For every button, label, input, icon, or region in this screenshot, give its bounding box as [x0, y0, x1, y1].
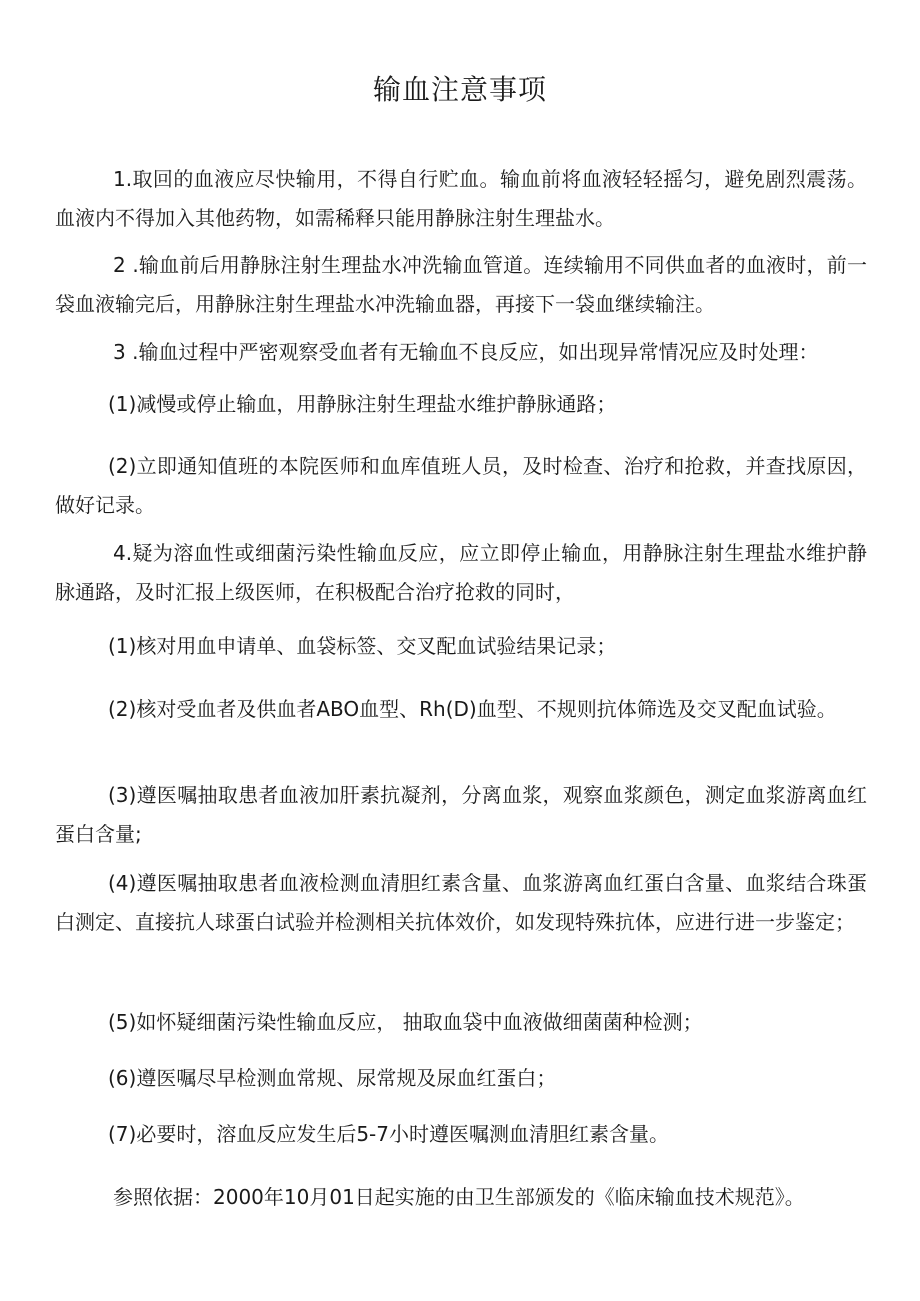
- paragraph-3: 3 .输血过程中严密观察受血者有无输血不良反应，如出现异常情况应及时处理：: [113, 340, 819, 364]
- reference-note: 参照依据：2000年10月01日起实施的由卫生部颁发的《临床输血技术规范》。: [113, 1185, 805, 1209]
- paragraph-4-item-7: (7)必要时，溶血反应发生后5-7小时遵医嘱测血清胆红素含量。: [108, 1122, 669, 1146]
- paragraph-4-item-4: (4)遵医嘱抽取患者血液检测血清胆红素含量、血浆游离血红蛋白含量、血浆结合珠蛋白测定、直接抗人球蛋白试验并检测相关抗体效价，如发现特殊抗体，应进行进一步鉴定；: [55, 871, 867, 934]
- paragraph-4-item-5: (5)如怀疑细菌污染性输血反应， 抽取血袋中血液做细菌菌种检测；: [108, 1010, 703, 1034]
- paragraph-4-item-6: (6)遵医嘱尽早检测血常规、尿常规及尿血红蛋白；: [108, 1066, 557, 1090]
- paragraph-4-item-1: (1)核对用血申请单、血袋标签、交叉配血试验结果记录；: [108, 634, 617, 658]
- paragraph-2: 2 .输血前后用静脉注射生理盐水冲洗输血管道。连续输用不同供血者的血液时，前一袋血液输完后，用静脉注射生理盐水冲洗输血器，再接下一袋血继续输注。: [55, 253, 867, 316]
- paragraph-3-item-1: (1)减慢或停止输血，用静脉注射生理盐水维护静脉通路；: [108, 392, 617, 416]
- paragraph-4-item-2: (2)核对受血者及供血者ABO血型、Rh(D)血型、不规则抗体筛选及交叉配血试验。: [108, 697, 837, 721]
- paragraph-1: 1.取回的血液应尽快输用，不得自行贮血。输血前将血液轻轻摇匀，避免剧烈震荡。血液内不得加入其他药物，如需稀释只能用静脉注射生理盐水。: [55, 167, 867, 230]
- paragraph-3-item-2: (2)立即通知值班的本院医师和血库值班人员，及时检查、治疗和抢救，并查找原因，做好记录。: [55, 454, 867, 517]
- document-title: 输血注意事项: [372, 73, 547, 106]
- paragraph-4-item-3: (3)遵医嘱抽取患者血液加肝素抗凝剂，分离血浆，观察血浆颜色，测定血浆游离血红蛋白含量;: [55, 783, 867, 846]
- paragraph-4: 4.疑为溶血性或细菌污染性输血反应，应立即停止输血，用静脉注射生理盐水维护静脉通路，及时汇报上级医师，在积极配合治疗抢救的同时，: [55, 541, 867, 604]
